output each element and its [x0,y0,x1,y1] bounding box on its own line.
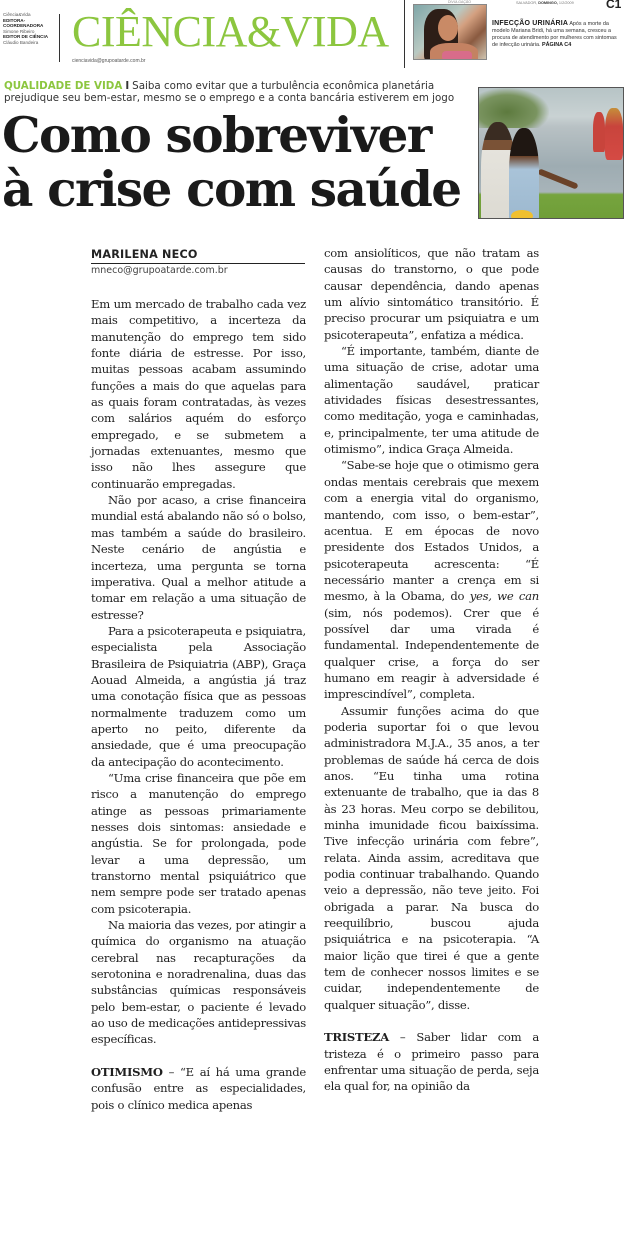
paragraph-text: “Sabe-se hoje que o otimismo gera ondas mentais cerebrais que mexem com a energia vital do organismo, mantendo, com isso, o bem-estar”, acentua. E em épocas de novo presidente dos Estados Unidos, a psicoterapeuta acrescenta: “É necessário manter a crença em si mesmo, à la Obama, do [324,458,539,604]
photo-shape [479,88,549,128]
dateline-day: DOMINGO, [538,1,558,5]
headline-line-2: à crise com saúde [2,161,461,218]
photo-shape [605,108,623,160]
paragraph: Assumir funções acima do que poderia suportar foi o que levou administradora M.J.A., 35 anos, a ter problemas de saúde há cerca de dois anos. “Eu tinha uma rotina extenuante de trabalho, que ia das 8 às 23 horas. Meu corpo se debilitou, minha imunidade ficou baixíssima. Tive infecção urinária com febre”, relata. Ainda assim, acreditava que podia continuar trabalhando. Quando veio a depressão, não teve jeito. Foi obrigada a parar. Na busca do reequilíbrio, buscou ajuda psiquiátrica e na psicoterapia. “A maior lição que tirei é que a gente tem de conhecer nossos limites e se cuidar, independentemente de qualquer situação”, disse. [324,703,539,1012]
article-column-1 [91,296,306,1113]
article-column-2 [324,245,539,1095]
deck-separator: I [125,80,130,92]
paragraph: com ansiolíticos, que não tratam as causas do transtorno, o que pode causar dependência, dando apenas um alívio sintomático transitório. É preciso procurar um psiquiatra e um psicoterapeuta”, enfatiza a médica. [324,246,539,342]
main-photo[interactable] [478,87,624,219]
subhead-text: – Saber lidar com a tristeza é o primeiro passo para enfrentar uma situação de perda, seja ela qual for, na opinião da [324,1030,539,1094]
masthead-divider [59,14,60,62]
teaser-page-ref[interactable]: PÁGINA C4 [542,42,572,48]
subhead-paragraph [91,1064,306,1113]
section-title: CIÊNCIA&VIDA [72,7,389,56]
photo-shape [537,168,578,189]
photo-shape [511,210,533,219]
teaser-divider [404,0,405,68]
credit-role-science-editor: EDITOR DE CIÊNCIA [3,34,49,40]
headline-line-1: Como sobreviver [2,107,431,164]
teaser-photo[interactable] [413,4,487,60]
subhead-tristeza: TRISTEZA [324,1030,389,1045]
italic-quote: yes, we can [469,589,539,604]
photo-credit: DIVULGAÇÃO [448,0,471,4]
paragraph: Em um mercado de trabalho cada vez mais competitivo, a incerteza da manutenção do emprego tem sido fonte diária de estresse. Por isso, muitas pessoas acabam assumindo funções a mais do que aquelas para as quais foram contratadas, às vezes com salários aquém do esforço empregado, e se submetem a jornadas extenuantes, mesmo que isso não lhes assegure que continuarão empregadas. [91,297,306,491]
photo-shape [509,128,539,219]
teaser-box[interactable] [492,20,622,49]
dateline [516,1,574,5]
credit-section-name: Ciência&Vida [3,12,31,17]
paragraph: “É importante, também, diante de uma situação de crise, adotar uma alimentação saudável, praticar atividades físicas desestressantes, como meditação, yoga e caminhadas, e, principalmente, ter uma atitude de otimismo”, indica Graça Almeida. [324,344,539,457]
paragraph: Na maioria das vezes, por atingir a química do organismo na atuação cerebral nas recapturações da serotonina e noradrenalina, duas das substâncias químicas responsáveis pelo bem-estar, o paciente é levado ao uso de medicações antidepressivas específicas. [91,918,306,1047]
deck-label: QUALIDADE DE VIDA [4,80,123,92]
photo-shape [438,15,458,41]
byline: MARILENA NECO [91,248,305,264]
photo-shape [593,112,605,152]
article-headline [2,109,472,217]
subhead-paragraph [324,1029,539,1094]
page-number: C1 [606,0,622,11]
paragraph: “Uma crise financeira que põe em risco a manutenção do emprego atinge as pessoas primariamente nesses dois sintomas: ansiedade e angústia. Se for prolongada, pode levar a uma depressão, um transtorno mental psiquiátrico que nem sempre pode ser tratado apenas com psicoterapia. [91,770,306,916]
teaser-kicker: INFECÇÃO URINÁRIA [492,20,569,27]
paragraph: Não por acaso, a crise financeira mundial está abalando não só o bolso, mas também a saúde do brasileiro. Neste cenário de angústia e incerteza, uma pergunta se torna imperativa. Qual a melhor atitude a tomar em relação a uma situação de estresse? [91,493,306,622]
staff-credits [3,12,55,46]
dateline-date: 1/2/2009 [558,1,574,5]
byline-email-link[interactable]: mneco@grupoatarde.com.br [91,265,228,276]
credit-name-science-editor: Cláudio Bandeira [3,39,39,45]
article-deck [4,80,470,105]
paragraph [324,457,539,702]
subhead-otimismo: OTIMISMO [91,1064,163,1079]
photo-shape [442,51,472,60]
paragraph-text: (sim, nós podemos). Crer que é possível dar uma virada é fundamental. Independentemente de qualquer crise, a força do ser humano em reagir à adversidade é imprescindível”, completa. [324,605,539,702]
subhead-text: – “E aí há uma grande confusão entre as especialidades, pois o clínico medica apenas [91,1064,306,1112]
section-email-link[interactable]: cienciavida@grupoatarde.com.br [72,58,146,64]
credit-role-editor-coordinator: EDITORA-COORDENADORA [3,17,44,29]
dateline-city: SALVADOR, [516,1,538,5]
credit-name-editor-coordinator: Simone Ribeiro [3,28,35,34]
deck-text: Saiba como evitar que a turbulência econômica planetária prejudique seu bem-estar, mesmo se o emprego e a conta bancária estiverem em jogo [4,80,455,105]
teaser-body: Após a morte da modelo Mariana Bridi, há uma semana, cresceu a procura de atendimento por mulheres com sintomas de infecção urinária. [492,21,617,48]
paragraph: Para a psicoterapeuta e psiquiatra, especialista pela Associação Brasileira de Psiquiatria (ABP), Graça Aouad Almeida, a angústia já traz uma conotação física que as pessoas normalmente traduzem como um aperto no peito, diferente da ansiedade, que é uma preocupação da antecipação do acontecimento. [91,623,306,769]
